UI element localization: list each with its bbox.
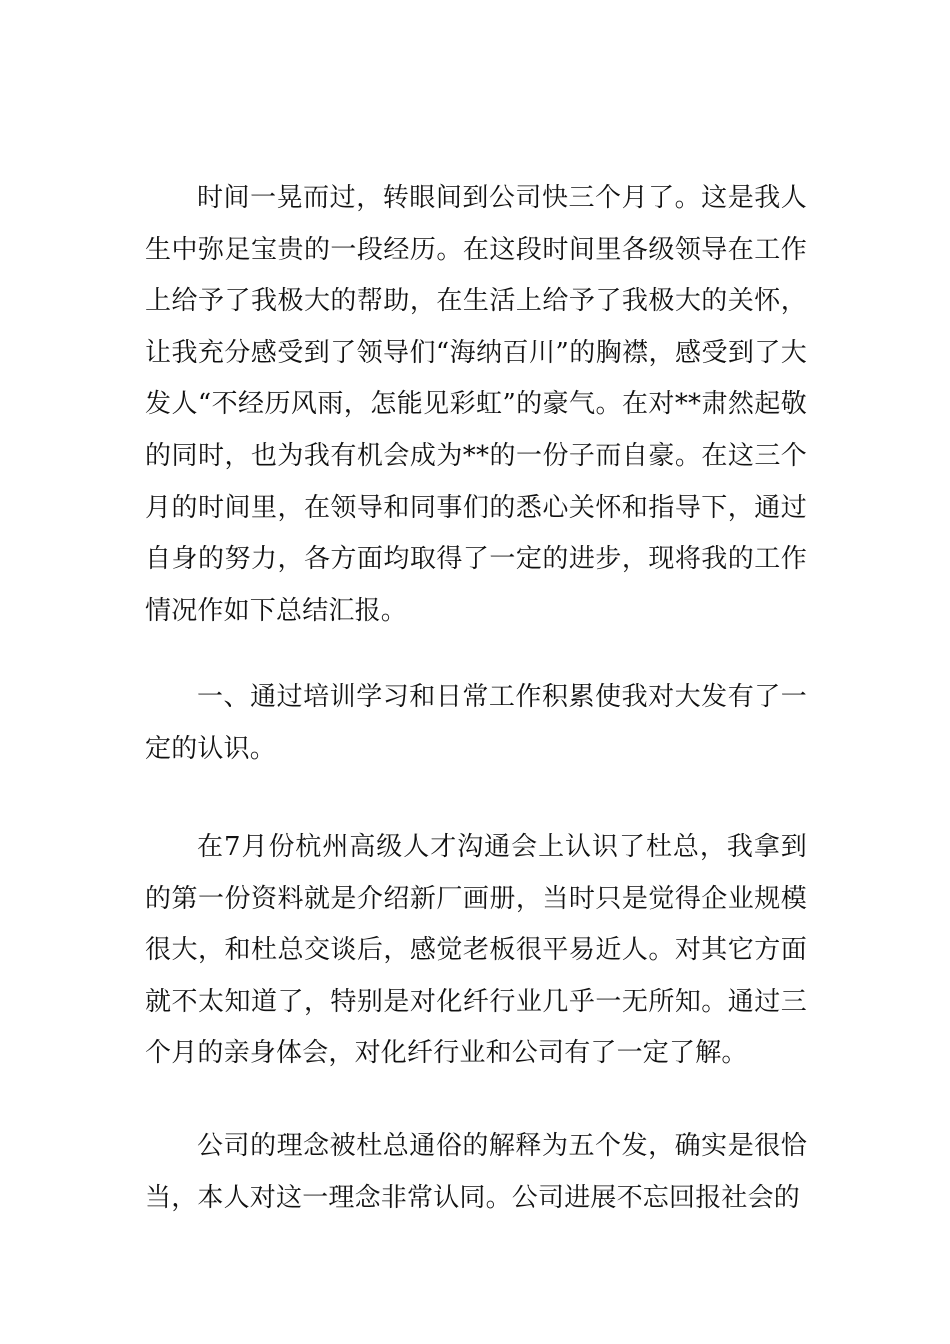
section-heading-paragraph: 一、通过培训学习和日常工作积累使我对大发有了一定的认识。 [145, 682, 807, 764]
body-paragraph-first-impression: 在7月份杭州高级人才沟通会上认识了杜总，我拿到的第一份资料就是介绍新厂画册，当时只是觉得企业规模很大，和杜总交谈后，感觉老板很平易近人。对其它方面就不太知道了，特别是对化纤行业几乎一无所知。通过三个月的亲身体会，对化纤行业和公司有了一定了解。 [145, 832, 807, 1069]
intro-paragraph: 时间一晃而过，转眼间到公司快三个月了。这是我人生中弥足宝贵的一段经历。在这段时间里各级领导在工作上给予了我极大的帮助，在生活上给予了我极大的关怀，让我充分感受到了领导们“海纳百川”的胸襟，感受到了大发人“不经历风雨，怎能见彩虹”的豪气。在对**肃然起敬的同时，也为我有机会成为**的一份子而自豪。在这三个月的时间里，在领导和同事们的悉心关怀和指导下，通过自身的努力，各方面均取得了一定的进步，现将我的工作情况作如下总结汇报。 [145, 183, 807, 626]
body-paragraph-company-philosophy: 公司的理念被杜总通俗的解释为五个发，确实是很恰当，本人对这一理念非常认同。公司进展不忘回报社会的 [145, 1131, 807, 1213]
